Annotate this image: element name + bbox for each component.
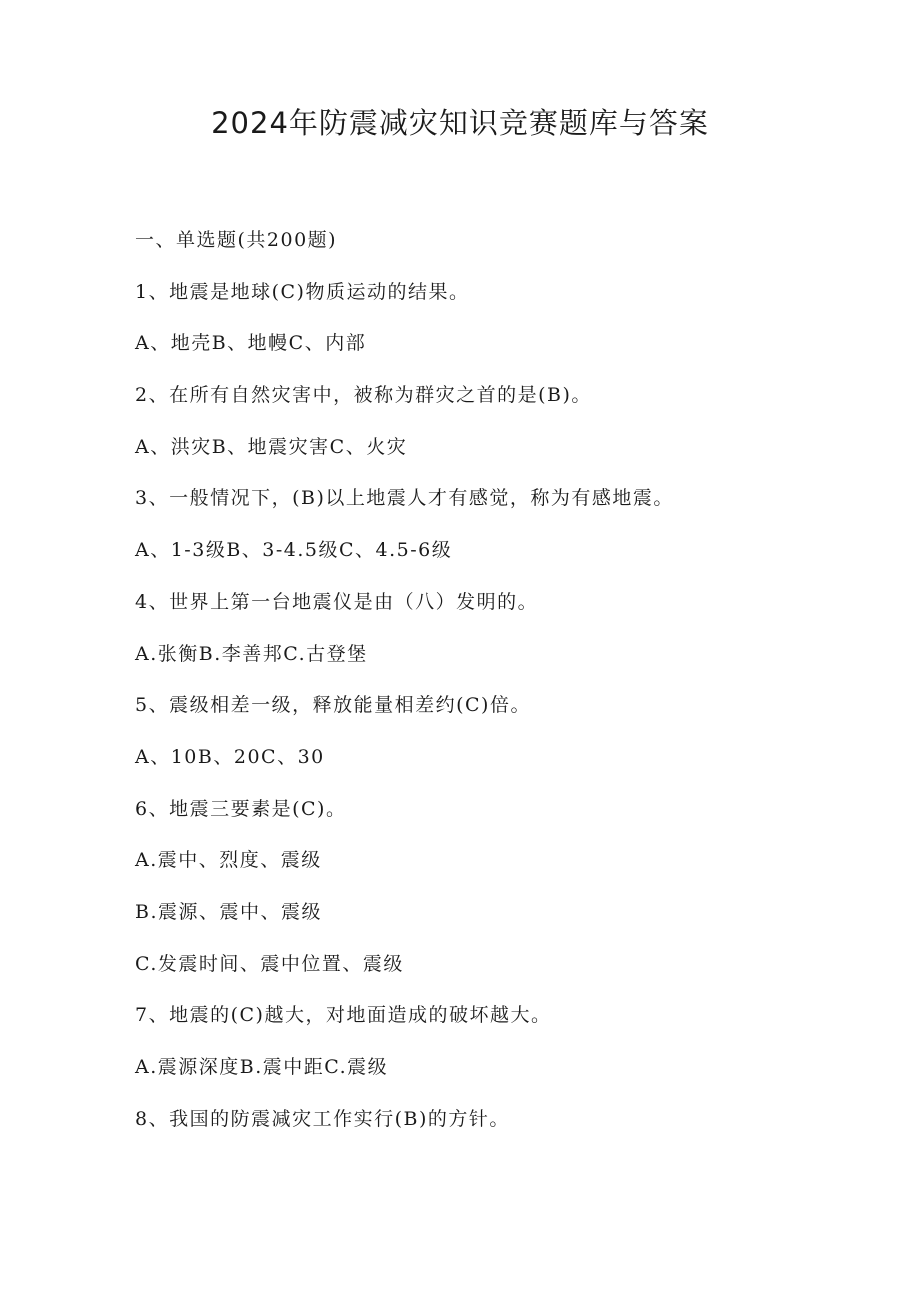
- question-5-options: A、10B、20C、30: [135, 745, 325, 768]
- question-3: 3、一般情况下，(B)以上地震人才有感觉，称为有感地震。: [135, 487, 674, 510]
- section-heading: 一、单选题(共200题): [135, 229, 338, 251]
- question-8: 8、我国的防震减灾工作实行(B)的方针。: [135, 1107, 510, 1130]
- question-4-options: A.张衡B.李善邦C.古登堡: [135, 642, 368, 665]
- question-6: 6、地震三要素是(C)。: [135, 797, 347, 820]
- question-2: 2、在所有自然灾害中，被称为群灾之首的是(B)。: [135, 384, 592, 407]
- question-1-options: A、地壳B、地幔C、内部: [135, 332, 367, 355]
- question-1: 1、地震是地球(C)物质运动的结果。: [135, 280, 470, 303]
- question-7: 7、地震的(C)越大，对地面造成的破坏越大。: [135, 1004, 552, 1027]
- question-5: 5、震级相差一级，释放能量相差约(C)倍。: [135, 694, 531, 717]
- question-3-options: A、1-3级B、3-4.5级C、4.5-6级: [135, 539, 453, 562]
- question-2-options: A、洪灾B、地震灾害C、火灾: [135, 435, 408, 458]
- question-4: 4、世界上第一台地震仪是由（八）发明的。: [135, 590, 539, 613]
- question-list: [135, 221, 835, 1151]
- question-6-option-c: C.发震时间、震中位置、震级: [135, 952, 404, 975]
- question-7-options: A.震源深度B.震中距C.震级: [135, 1056, 389, 1078]
- question-6-option-b: B.震源、震中、震级: [135, 900, 323, 923]
- document-title: 2024年防震减灾知识竞赛题库与答案: [211, 106, 709, 140]
- question-6-option-a: A.震中、烈度、震级: [135, 849, 322, 872]
